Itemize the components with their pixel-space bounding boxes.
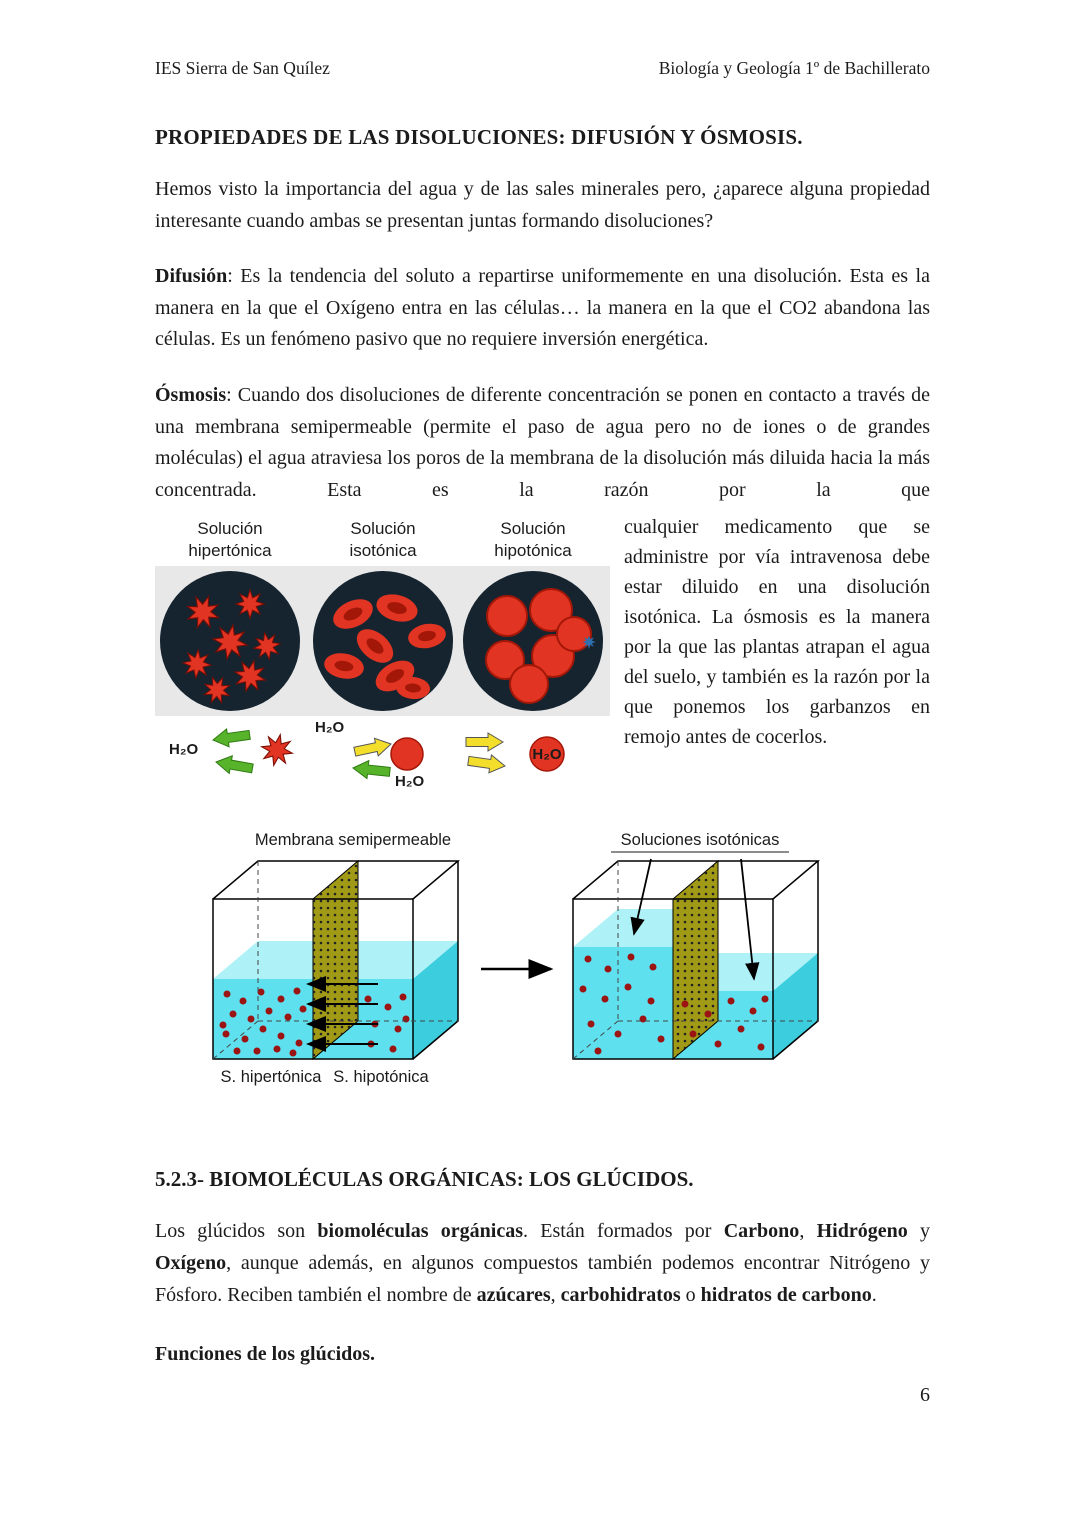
isotonic-solution-label: Solución [350, 519, 416, 539]
glucidos-text: y [907, 1220, 930, 1243]
glucidos-text: , [799, 1220, 817, 1243]
glucidos-bold-term: Carbono [723, 1220, 800, 1243]
isotonic-solutions-label: Soluciones isotónicas [620, 831, 780, 850]
glucidos-bold-term: Oxígeno [155, 1251, 227, 1274]
glucidos-paragraph [155, 1216, 930, 1311]
page-title: PROPIEDADES DE LAS DISOLUCIONES: DIFUSIÓN Y ÓSMOSIS. [155, 125, 803, 149]
osmosis-paragraph-continuation: cualquier medicamento que se administre por vía intravenosa debe estar diluido en una disolución isotónica. La ósmosis es la manera por la que las plantas atrapan el agua del suelo, y también es la razón por la que ponemos los garbanzos en remojo antes de cocerlos. [624, 516, 930, 749]
h2o-label: H₂O [532, 746, 562, 764]
hypotonic-compartment-label: S. hipotónica [333, 1068, 429, 1087]
water-flow-isotonic [315, 719, 424, 790]
funciones-heading: Funciones de los glúcidos. [155, 1343, 376, 1366]
hypotonic-cells-dish [463, 571, 603, 711]
osmosis-term: Ósmosis [155, 383, 227, 406]
intro-paragraph: Hemos visto la importancia del agua y de las sales minerales pero, ¿aparece alguna propiedad interesante cuando ambas se presentan juntas formando disoluciones? [155, 178, 930, 232]
isotonic-cells-dish [313, 571, 453, 711]
hypertonic-solution-label: Solución [197, 519, 263, 539]
glucidos-text: . [871, 1283, 877, 1306]
glucidos-bold-term: biomoléculas orgánicas [317, 1220, 523, 1243]
glucidos-bold-term: Hidrógeno [816, 1220, 908, 1243]
section-heading: 5.2.3- BIOMOLÉCULAS ORGÁNICAS: LOS GLÚCIDOS. [155, 1167, 694, 1192]
glucidos-text: , aunque además, en algunos compuestos también podemos encontrar Nitrógeno y Fósforo. Reciben también el nombre de [155, 1251, 930, 1306]
page-number: 6 [920, 1384, 930, 1407]
glucidos-bold-term: azúcares [476, 1283, 551, 1306]
small-blue-cell [582, 636, 596, 650]
tank-after [573, 859, 818, 1059]
header-school: IES Sierra de San Quílez [155, 58, 330, 78]
h2o-label: H₂O [169, 741, 199, 759]
page-header [155, 58, 930, 79]
difusion-term: Difusión [155, 265, 228, 288]
blood-cells-osmosis-illustration [155, 514, 610, 794]
water-flow-hypertonic [169, 726, 296, 777]
tank-before [213, 861, 458, 1059]
hypertonic-solution-label: hipertónica [188, 541, 272, 561]
glucidos-text: Los glúcidos son [155, 1220, 318, 1243]
osmosis-paragraph [155, 380, 930, 506]
difusion-text: : Es la tendencia del soluto a repartirse uniformemente en una disolución. Esta es la manera en la que el Oxígeno entra en las células… la manera en la que el CO2 abandona las células. Es un fenómeno pasivo que no requiere inversión energética. [155, 265, 930, 351]
glucidos-text: , [550, 1283, 561, 1306]
osmosis-continuation-block [155, 512, 930, 799]
semipermeable-membrane-figure [193, 829, 930, 1099]
header-subject: Biología y Geología 1º de Bachillerato [658, 58, 930, 78]
hypertonic-compartment-label: S. hipertónica [220, 1068, 322, 1087]
water-flow-hypotonic [466, 733, 564, 775]
glucidos-bold-term: hidratos de carbono [700, 1283, 872, 1306]
glucidos-text: . Están formados por [523, 1220, 724, 1243]
osmosis-text: : Cuando dos disoluciones de diferente concentración se ponen en contacto a través de una membrana semipermeable (permite el paso de agua pero no de iones o de grandes moléculas) el agua atraviesa los poros de la membrana de la disolución más diluida hacia la más concentrada. Esta es la razón por la que [155, 383, 930, 501]
hypertonic-cells-dish [160, 571, 300, 711]
osmosis-tanks-diagram [193, 829, 853, 1094]
isotonic-solution-label: isotónica [349, 541, 417, 561]
hypotonic-solution-label: hipotónica [494, 541, 572, 561]
glucidos-bold-term: carbohidratos [560, 1283, 681, 1306]
hypotonic-solution-label: Solución [500, 519, 566, 539]
osmosis-cells-figure [155, 514, 610, 799]
h2o-label: H₂O [315, 719, 345, 737]
difusion-paragraph [155, 261, 930, 356]
h2o-label: H₂O [395, 773, 425, 791]
glucidos-text: o [680, 1283, 701, 1306]
membrane-title: Membrana semipermeable [254, 831, 452, 850]
